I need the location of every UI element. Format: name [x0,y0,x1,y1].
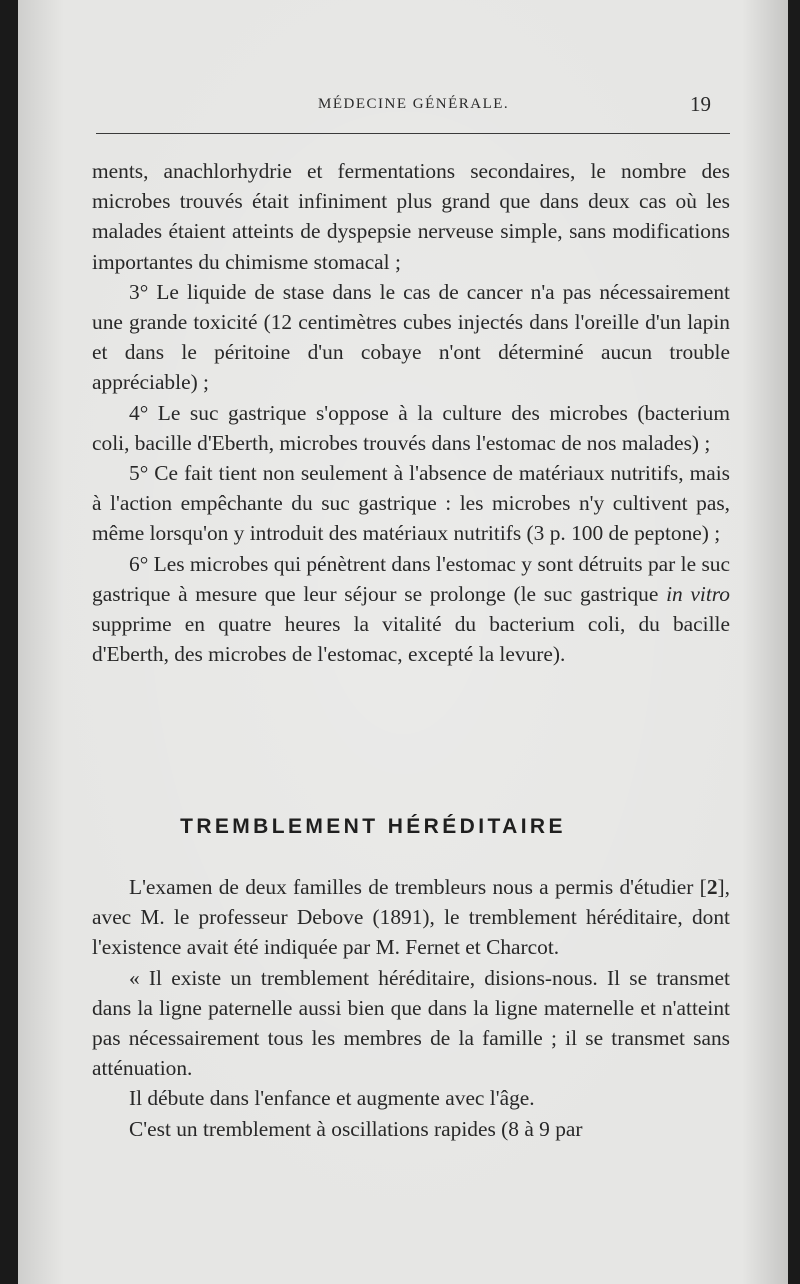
reference-number: 2 [706,875,718,899]
intro-paragraph [92,872,730,963]
findings-list [92,156,730,669]
running-header [18,92,788,120]
oscillation-paragraph: C'est un tremblement à oscillations rapides (8 à 9 par [129,1116,583,1141]
paragraph-continuation: ments, anachlorhydrie et fermentations secondaires, le nombre des microbes trouvés était infiniment plus grand que dans deux cas où les malades étaient atteints de dyspepsie nerveuse simple, sans modifications importantes du chimisme stomacal ; [92,159,730,274]
book-page [18,0,788,1284]
finding-6 [92,549,730,670]
section-body [92,872,730,1144]
finding-4: 4° Le suc gastrique s'oppose à la culture des microbes (bacterium coli, bacille d'Eberth, microbes trouvés dans l'estomac de nos malades) ; [92,400,730,455]
intro-text-start: L'examen de deux familles de trembleurs nous a permis d'étudier [ [129,875,707,899]
finding-3: 3° Le liquide de stase dans le cas de cancer n'a pas nécessairement une grande toxicité (12 centimètres cubes injectés dans l'oreille d'un lapin et dans le péritoine d'un cobaye n'ont déterminé aucun trouble appréciable) ; [92,279,730,395]
header-rule [96,133,730,134]
finding-6-text-start: 6° Les microbes qui pénètrent dans l'estomac y sont détruits par le suc gastrique à mesure que leur séjour se prolonge (le suc gastrique [92,551,730,606]
finding-6-text-end: supprime en quatre heures la vitalité du bacterium coli, du bacille d'Eberth, des microbes de l'estomac, excepté la levure). [92,612,730,667]
running-title: MÉDECINE GÉNÉRALE. [318,96,510,112]
onset-paragraph: Il débute dans l'enfance et augmente avec l'âge. [129,1086,535,1111]
section-heading: TREMBLEMENT HÉRÉDITAIRE [180,815,566,838]
page-number: 19 [690,92,711,116]
finding-6-italic: in vitro [666,581,731,606]
intro-text-end: ], avec M. le professeur Debove (1891), le tremblement héréditaire, dont l'existence avait été indiquée par M. Fernet et Charcot. [92,875,730,960]
quote-paragraph: « Il existe un tremblement héréditaire, disions-nous. Il se transmet dans la ligne paternelle aussi bien que dans la ligne maternelle et n'atteint pas nécessairement tous les membres de la famille ; il se transmet sans atténuation. [92,965,730,1081]
finding-5: 5° Ce fait tient non seulement à l'absence de matériaux nutritifs, mais à l'action empêchante du suc gastrique : les microbes n'y cultivent pas, même lorsqu'on y introduit des matériaux nutritifs (3 p. 100 de peptone) ; [92,461,730,546]
